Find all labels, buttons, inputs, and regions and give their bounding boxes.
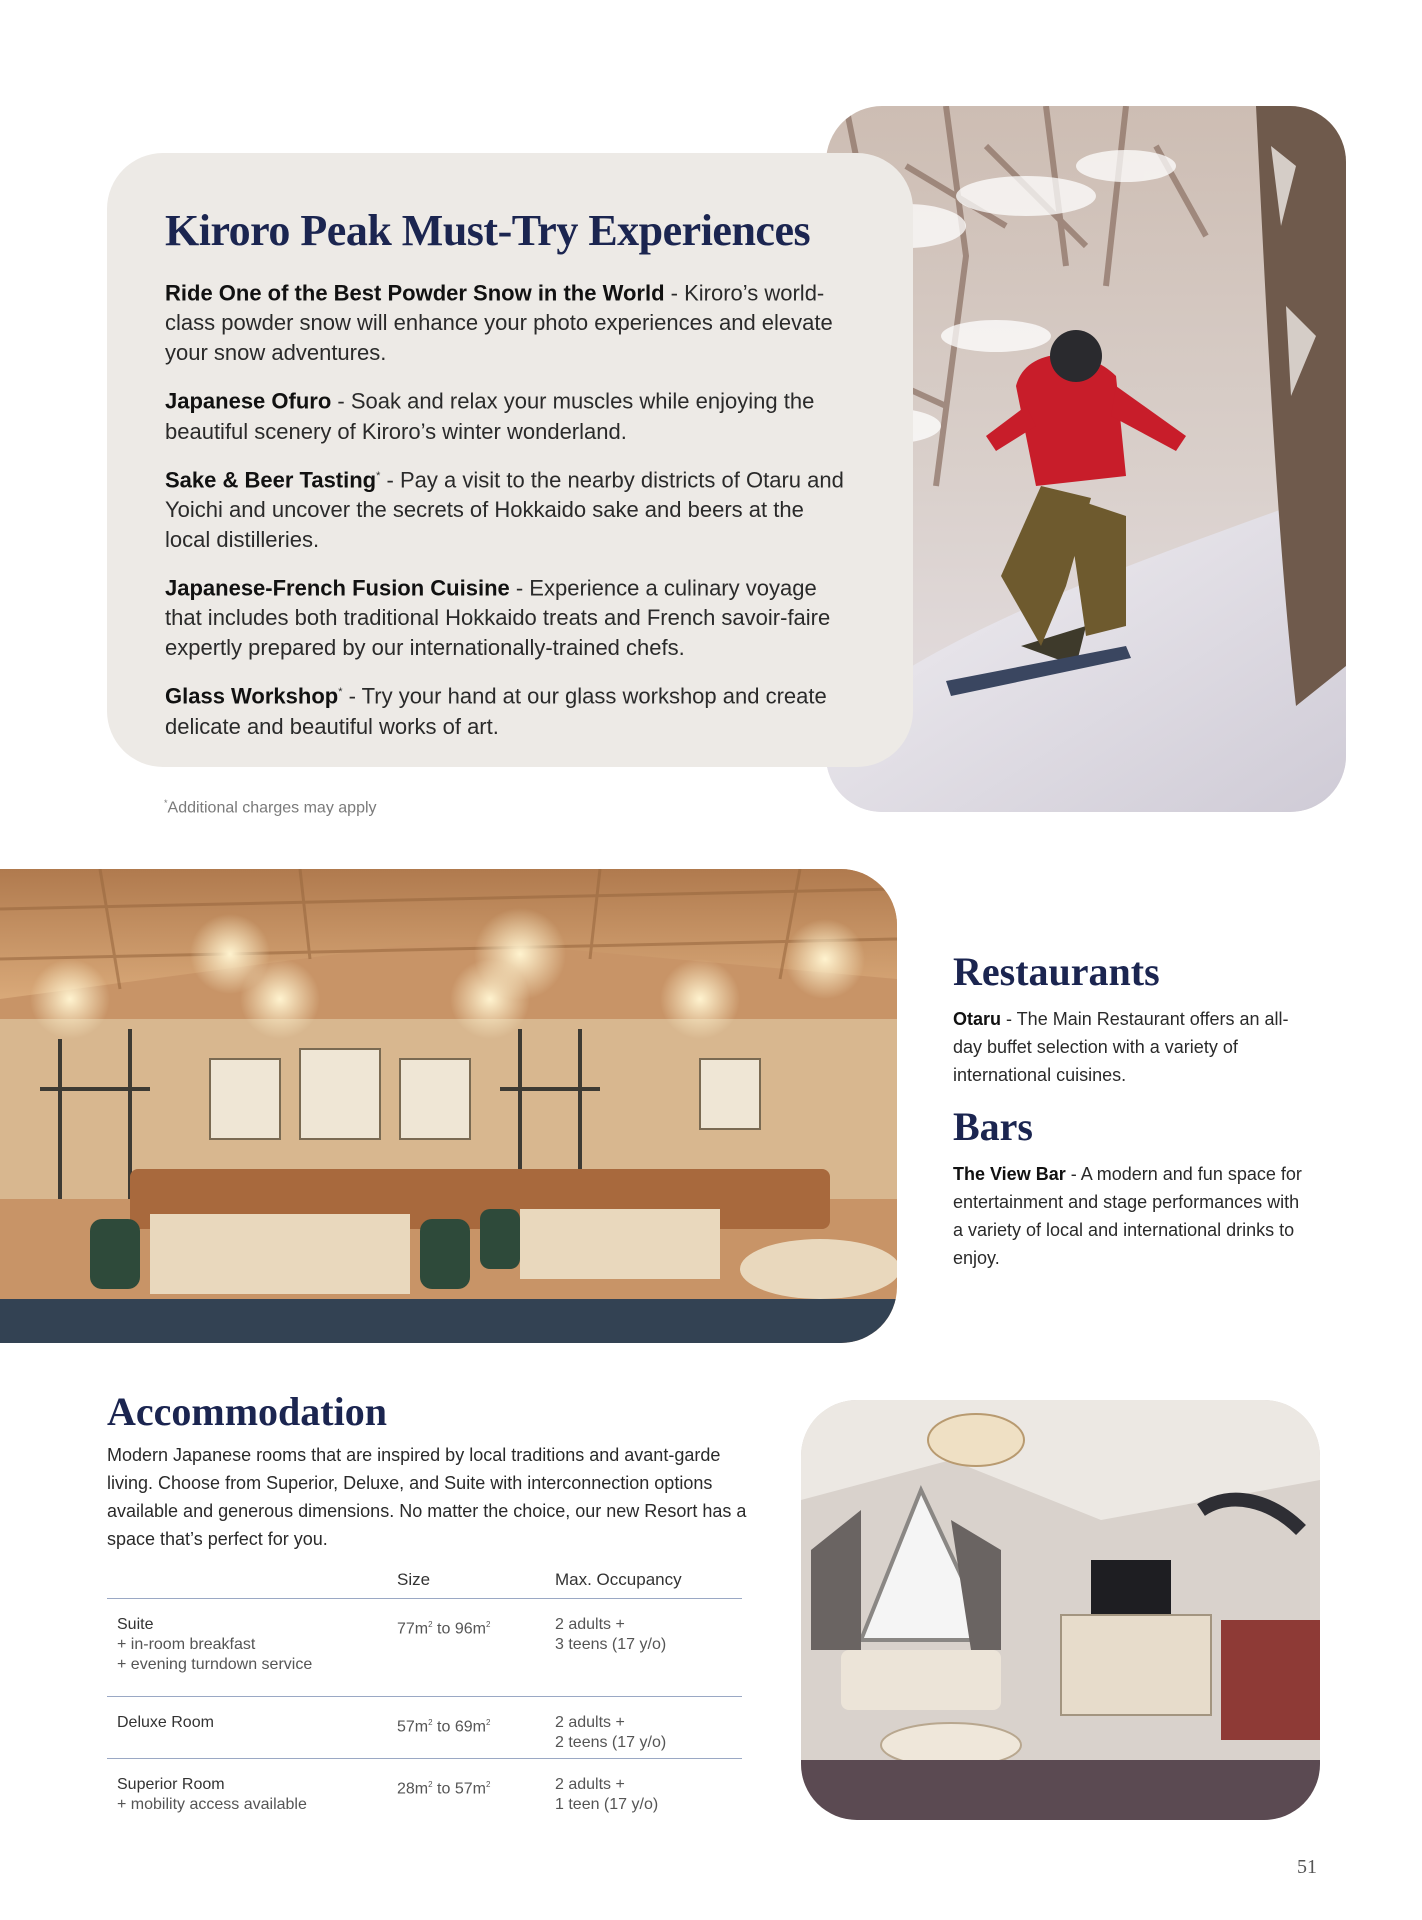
size-cell: $28m^2$ to $57m^2$ — [397, 1780, 491, 1798]
accommodation-description: Modern Japanese rooms that are inspired by local traditions and avant-garde living. Choose from Superior, Deluxe, and Suite with interconnection options available and generous dimensions. No matter the choice, our new Resort has a space that’s perfect for you. — [107, 1445, 747, 1549]
room-cell: Suite + in-room breakfast + evening turndown service — [117, 1616, 313, 1673]
occupancy-cell: 2 adults + 3 teens (17 y/o) — [555, 1616, 667, 1653]
restaurants-title: Restaurants — [953, 949, 1160, 994]
experience-item: Japanese-French Fusion Cuisine - Experience a culinary voyage that includes both traditional Hokkaido treats and French savoir-faire expertly prepared by our internationally-trained chefs. — [165, 575, 831, 661]
charges-footnote: *Additional charges may apply — [164, 798, 377, 817]
room-cell: Deluxe Room — [117, 1714, 214, 1731]
table-row — [107, 1758, 742, 1821]
experience-item: Ride One of the Best Powder Snow in the World - Kiroro’s world-class powder snow will enhance your photo experiences and elevate your snow adventures. — [165, 280, 833, 366]
restaurant-photo — [0, 869, 897, 1343]
size-cell: $57m^2$ to $69m^2$ — [397, 1718, 491, 1736]
bar-description: The View Bar - A modern and fun space for entertainment and stage performances with a variety of local and international drinks to enjoy. — [953, 1164, 1302, 1268]
page-number: 51 — [1297, 1856, 1317, 1878]
restaurant-description: Otaru - The Main Restaurant offers an all-day buffet selection with a variety of international cuisines. — [953, 1009, 1289, 1085]
experiences-card — [107, 153, 913, 767]
occupancy-header: Max. Occupancy — [555, 1570, 682, 1589]
accommodation-title: Accommodation — [107, 1389, 387, 1434]
dining-section — [953, 948, 1313, 1286]
experiences-title: Kiroro Peak Must-Try Experiences — [165, 206, 811, 255]
room-photo — [801, 1400, 1320, 1820]
size-cell: $77m^2$ to $96m^2$ — [397, 1620, 491, 1638]
accommodation-section — [107, 1388, 747, 1553]
size-header: Size — [397, 1570, 431, 1589]
experience-item: Sake & Beer Tasting* - Pay a visit to the nearby districts of Otaru and Yoichi and uncover the secrets of Hokkaido sake and beers at the local distilleries. — [165, 466, 844, 552]
experience-item: Japanese Ofuro - Soak and relax your muscles while enjoying the beautiful scenery of Kiroro’s winter wonderland. — [165, 388, 815, 444]
room-cell: Superior Room + mobility access available — [117, 1776, 307, 1813]
experience-item: Glass Workshop* - Try your hand at our glass workshop and create delicate and beautiful works of art. — [165, 683, 827, 739]
occupancy-cell: 2 adults + 2 teens (17 y/o) — [555, 1714, 667, 1751]
table-row — [107, 1696, 742, 1759]
table-row — [107, 1598, 742, 1697]
occupancy-cell: 2 adults + 1 teen (17 y/o) — [555, 1776, 659, 1813]
bars-title: Bars — [953, 1104, 1033, 1149]
